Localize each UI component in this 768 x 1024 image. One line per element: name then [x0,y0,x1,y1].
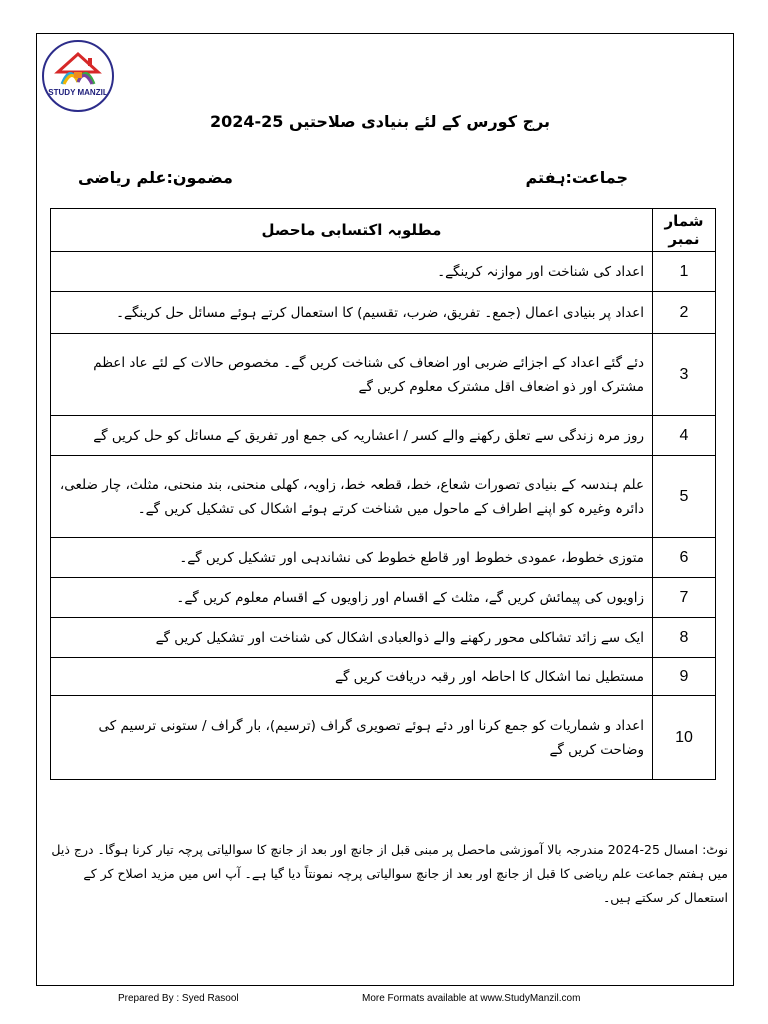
table-row [51,658,716,696]
row-number: 4 [653,416,716,456]
table-row [51,416,716,456]
subject-label: مضمون:علم ریاضی [78,168,233,187]
row-number: 7 [653,578,716,618]
row-outcome: اعداد و شماریات کو جمع کرنا اور دئے ہوئے تصویری گراف (ترسیم)، بار گراف / ستونی ترسیم کی وضاحت کریں گے [51,696,653,780]
row-outcome: مستطیل نما اشکال کا احاطہ اور رقبہ دریافت کریں گے [51,658,653,696]
study-manzil-logo [42,40,114,112]
class-label: جماعت:ہفتم [525,168,628,187]
row-number: 9 [653,658,716,696]
table-row [51,618,716,658]
row-number: 8 [653,618,716,658]
row-number: 3 [653,334,716,416]
prepared-by: Prepared By : Syed Rasool [118,993,239,1004]
row-outcome: زاویوں کی پیمائش کریں گے، مثلث کے اقسام اور زاویوں کے اقسام معلوم کریں گے۔ [51,578,653,618]
table-row [51,578,716,618]
table-row [51,252,716,292]
row-outcome: ایک سے زائد تشاکلی محور رکھنے والے ذوالعبادی اشکال کی شناخت اور تشکیل کریں گے [51,618,653,658]
table-row [51,696,716,780]
row-number: 2 [653,292,716,334]
row-number: 6 [653,538,716,578]
row-number: 10 [653,696,716,780]
table-row [51,538,716,578]
footnote: نوٹ: امسال 25-2024 مندرجہ بالا آموزشی ماحصل پر مبنی قبل از جانچ اور بعد از جانچ کا سوالیاتی پرچہ تیار کرنا ہوگا۔ درج ذیل میں ہفتم جماعت علم ریاضی کا قبل از جانچ اور بعد از جانچ سوالیاتی پرچہ نمونتاً دیا گیا ہے۔ آپ اس میں مزید اصلاح کر کے استعمال کر سکتے ہیں۔ [51,842,728,905]
table-row [51,456,716,538]
house-book-icon [44,42,112,110]
logo-text: STUDY MANZIL [48,88,108,97]
row-outcome: متوزی خطوط، عمودی خطوط اور قاطع خطوط کی نشاندہی اور تشکیل کریں گے۔ [51,538,653,578]
row-outcome: اعداد پر بنیادی اعمال (جمع۔ تفریق، ضرب، تقسیم) کا استعمال کرتے ہوئے مسائل حل کرینگے۔ [51,292,653,334]
row-outcome: علم ہندسہ کے بنیادی تصورات شعاع، خط، قطعہ خط، زاویہ، کھلی منحنی، بند منحنی، مثلث، چار ضلعی، دائرہ وغیرہ کو اپنے اطراف کے ماحول میں شناخت کرتے ہوئے اشکال کی تشکیل کریں گے۔ [51,456,653,538]
table-header-row [51,209,716,252]
more-formats-link[interactable]: More Formats available at www.StudyManzil.com [362,993,581,1004]
row-outcome: روز مرہ زندگی سے تعلق رکھنے والے کسر / اعشاریہ کی جمع اور تفریق کے مسائل کو حل کریں گے [51,416,653,456]
table-row [51,334,716,416]
number-header: شمار نمبر [653,209,716,252]
table-row [51,292,716,334]
outcome-header: مطلوبہ اکتسابی ماحصل [51,209,653,252]
page-title: برج کورس کے لئے بنیادی صلاحتیں 25-2024 [209,112,551,131]
row-number: 5 [653,456,716,538]
outcomes-table [50,208,716,780]
row-outcome: دئے گئے اعداد کے اجزائے ضربی اور اضعاف کی شناخت کریں گے۔ مخصوص حالات کے لئے عاد اعظم مشترک اور ذو اضعاف اقل مشترک معلوم کریں گے [51,334,653,416]
row-outcome: اعداد کی شناخت اور موازنہ کرینگے۔ [51,252,653,292]
row-number: 1 [653,252,716,292]
